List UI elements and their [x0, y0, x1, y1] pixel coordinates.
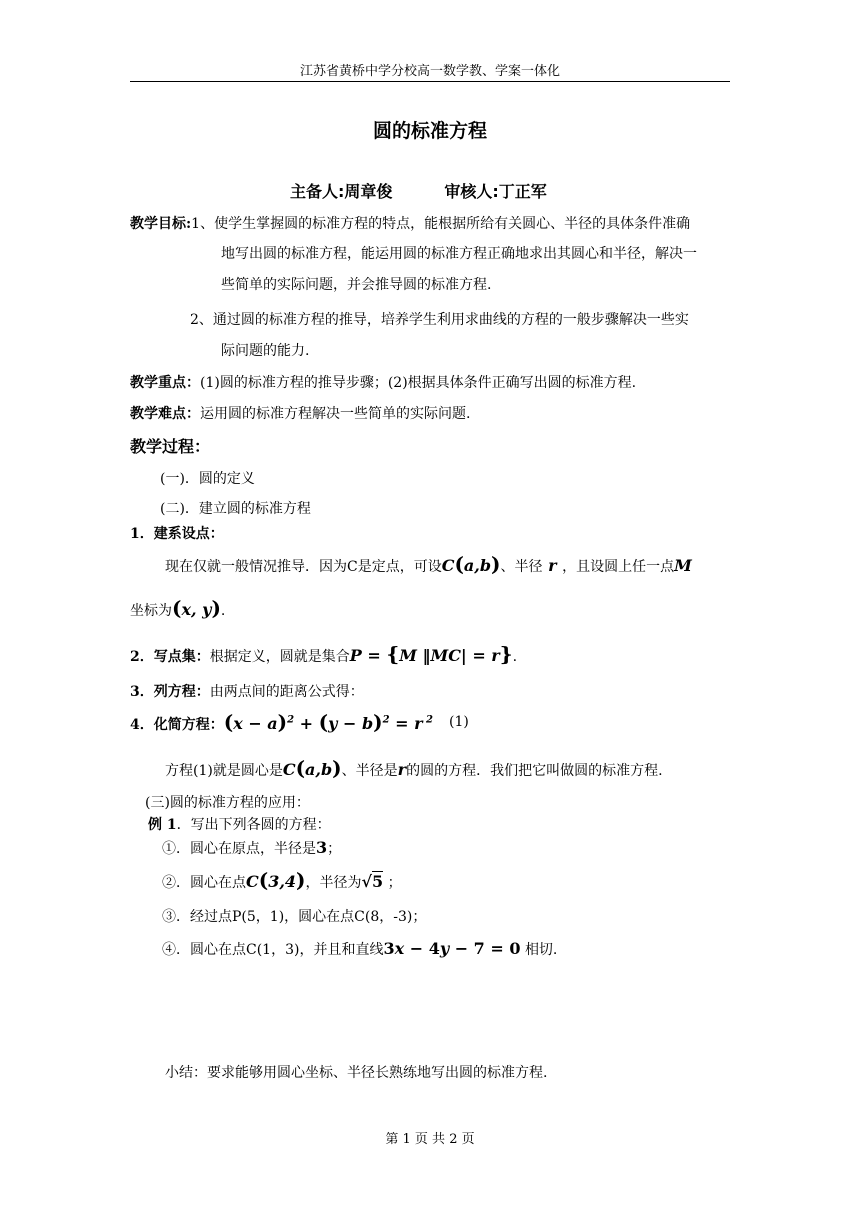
preparer: 主备人:周章俊 [290, 182, 393, 201]
objectives-line-1: 教学目标:1、使学生掌握圆的标准方程的特点，能根据所给有关圆心、半径的具体条件准确 [130, 216, 691, 232]
objectives-line-3: 些简单的实际问题，并会推导圆的标准方程. [221, 277, 492, 293]
summary: 小结：要求能够用圆心坐标、半径长熟练地写出圆的标准方程. [165, 1065, 548, 1081]
page-footer: 第 1 页 共 2 页 [385, 1132, 475, 1147]
step-3: 3．列方程：由两点间的距离公式得： [130, 684, 364, 700]
objectives-line-2: 地写出圆的标准方程，能运用圆的标准方程正确地求出其圆心和半径，解决一 [221, 246, 697, 262]
example-1: 例 1．写出下列各圆的方程： [148, 817, 331, 833]
objectives-line-5: 际问题的能力. [221, 343, 310, 359]
key-points: 教学重点：(1)圆的标准方程的推导步骤；(2)根据具体条件正确写出圆的标准方程. [130, 375, 637, 391]
math-sqrt5: √5 [361, 872, 384, 891]
example-item-3: ③．经过点P(5，1)，圆心在点C(8，-3)； [162, 909, 427, 925]
math-line-equation: 3x − 4y − 7 = 0 [383, 939, 521, 958]
example-item-1: ①．圆心在原点，半径是3； [162, 838, 342, 857]
section-1: (一)．圆的定义 [160, 471, 255, 487]
step-1-line-2: 坐标为(x, y). [130, 596, 226, 620]
document-title: 圆的标准方程 [372, 120, 487, 142]
section-3: (三)圆的标准方程的应用： [145, 795, 310, 811]
section-2: (二)．建立圆的标准方程 [160, 501, 311, 517]
equation-number: (1) [449, 714, 469, 730]
step-4: 4．化简方程：$(x - a)^2 + (y - b)^2 = r$ $^2$ [130, 710, 434, 734]
objectives-line-4: 2、通过圆的标准方程的推导，培养学生利用求曲线的方程的一般步骤解决一些实 [190, 312, 689, 328]
process-heading: 教学过程： [130, 437, 211, 456]
step-1-label: 1．建系设点： [130, 526, 224, 542]
step-1-line-1: 现在仅就一般情况推导．因为C是定点，可设C(a,b)、半径 r ，且设圆上任一点M [165, 552, 692, 576]
math-set-P: P = {M ‖MC| = r} [349, 642, 513, 666]
conclusion: 方程(1)就是圆心是C(a,b)、半径是r的圆的方程．我们把它叫做圆的标准方程. [165, 756, 663, 780]
example-item-4: ④．圆心在点C(1，3)，并且和直线3x − 4y − 7 = 0 相切. [162, 939, 558, 958]
difficulties: 教学难点：运用圆的标准方程解决一些简单的实际问题. [130, 406, 471, 422]
math-C-ab: C(a,b) [441, 552, 501, 576]
math-standard-equation: $(x - a)^2 + (y - b)^2 = r$ $^2$ [223, 710, 434, 734]
example-item-2: ②．圆心在点C(3,4)，半径为√5 ； [162, 868, 402, 892]
reviewer: 审核人:丁正军 [444, 182, 547, 201]
page-header: 江苏省黄桥中学分校高一数学教、学案一体化 [299, 64, 560, 79]
objectives-label: 教学目标: [130, 216, 192, 232]
header-rule [130, 81, 730, 82]
authors-line [290, 179, 547, 202]
step-2: 2．写点集：根据定义，圆就是集合P = {M ‖MC| = r}. [130, 642, 518, 666]
math-xy: (x, y) [172, 596, 221, 620]
